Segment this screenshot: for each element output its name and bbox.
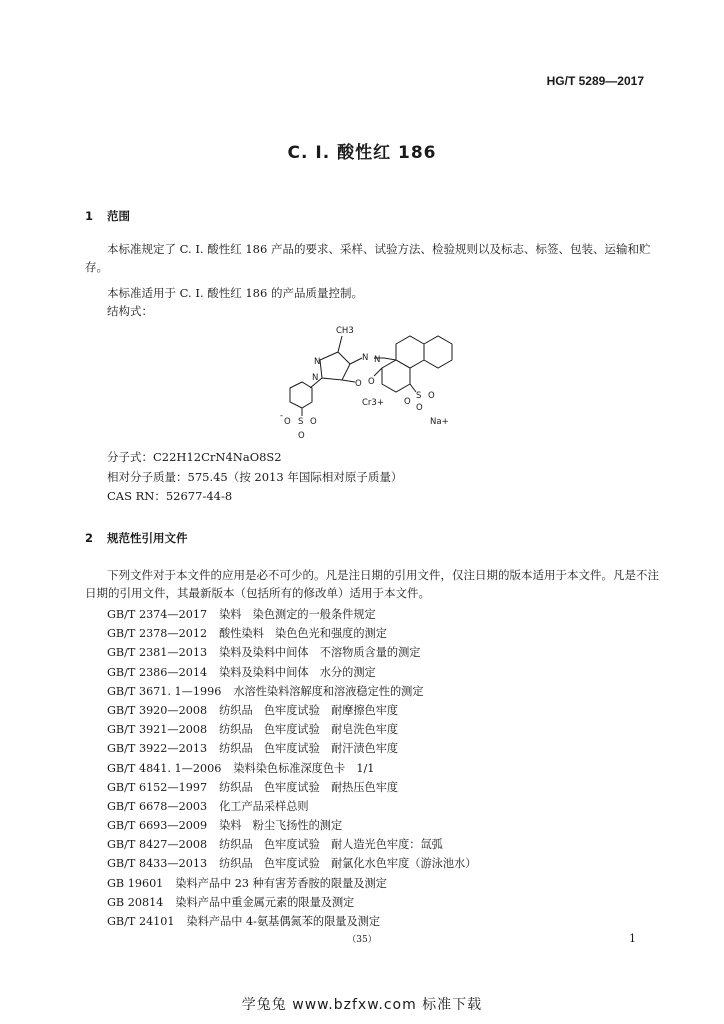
reference-item (107, 778, 476, 797)
cas-number: CAS RN：52677-44-8 (107, 489, 233, 503)
oxygen-right-2: O (416, 403, 423, 413)
reference-code: GB/T 2378—2012 (107, 627, 208, 641)
reference-code: GB/T 8427—2008 (107, 838, 208, 852)
reference-code: GB/T 2381—2013 (107, 646, 208, 660)
reference-code: GB 19601 (107, 876, 164, 890)
standard-code: HG/T 5289—2017 (546, 74, 644, 88)
methyl-label: CH3 (336, 326, 354, 336)
pyrazole-n2-label: N (312, 373, 319, 383)
footer-page-reference: （35） (347, 935, 377, 945)
reference-item (107, 912, 476, 931)
page-number: 1 (629, 932, 636, 945)
reference-code: GB/T 3671. 1—1996 (107, 684, 222, 698)
reference-title: 纺织品 色牢度试验 耐汗渍色牢度 (219, 742, 399, 756)
reference-title: 化工产品采样总则 (219, 799, 309, 813)
pyrazole-n-label: N (314, 357, 321, 367)
reference-item (107, 720, 476, 739)
sulfur-right-label: S (416, 391, 422, 401)
reference-title: 染料及染料中间体 水分的测定 (219, 665, 376, 679)
molecular-weight: 相对分子质量：575.45（按 2013 年国际相对原子质量） (107, 470, 403, 484)
reference-code: GB/T 2386—2014 (107, 665, 208, 679)
azo-n-label: N (362, 353, 369, 363)
reference-title: 染料染色标准深度色卡 1/1 (233, 761, 375, 775)
reference-code: GB 20814 (107, 895, 164, 909)
reference-title: 纺织品 色牢度试验 耐热压色牢度 (219, 780, 399, 794)
oxygen-left-3: O (284, 417, 291, 427)
reference-code: GB/T 6678—2003 (107, 799, 208, 813)
phenoxide-o-label: O (368, 377, 375, 387)
reference-code: GB/T 3920—2008 (107, 703, 208, 717)
section-2-intro (85, 566, 660, 602)
reference-item (107, 682, 476, 701)
reference-item (107, 605, 476, 624)
reference-title: 染料及染料中间体 不溶物质含量的测定 (219, 646, 421, 660)
reference-item (107, 739, 476, 758)
sodium-ion-label: Na+ (430, 417, 449, 427)
reference-item (107, 874, 476, 893)
ketone-o-label: O (355, 379, 362, 389)
reference-title: 纺织品 色牢度试验 耐皂洗色牢度 (219, 723, 399, 737)
reference-code: GB/T 2374—2017 (107, 608, 208, 621)
reference-item (107, 643, 476, 662)
section-1-para-2: 本标准适用于 C. I. 酸性红 186 的产品质量控制。 (107, 286, 363, 300)
reference-item (107, 759, 476, 778)
molecular-formula (107, 449, 282, 465)
formula-value: C22H12CrN4NaO8S2 (153, 450, 282, 464)
section-2-number: 2 (85, 531, 94, 545)
reference-code: GB/T 6152—1997 (107, 780, 208, 794)
section-2-heading (85, 530, 188, 546)
reference-title: 染料产品中重金属元素的限量及测定 (175, 895, 355, 909)
reference-title: 染料 粉尘飞扬性的测定 (219, 819, 343, 833)
reference-item (107, 854, 476, 873)
reference-item (107, 701, 476, 720)
reference-title: 染料 染色测定的一般条件规定 (219, 608, 376, 621)
oxygen-left-2: O (298, 431, 305, 441)
download-watermark: 学兔兔 www.bzfxw.com 标准下载 (241, 997, 483, 1013)
sulfur-left-label: S (298, 417, 304, 427)
reference-code: GB/T 4841. 1—2006 (107, 761, 222, 775)
reference-item (107, 663, 476, 682)
reference-title: 酸性染料 染色色光和强度的测定 (219, 627, 387, 641)
document-title: C. I. 酸性红 186 (287, 143, 437, 163)
structure-label: 结构式： (107, 304, 153, 318)
section-2-title: 规范性引用文件 (107, 531, 188, 545)
chromium-ion-label: Cr3+ (362, 398, 384, 408)
scope-paragraph: 本标准规定了 C. I. 酸性红 186 产品的要求、采样、试验方法、检验规则以及标志、标签、包装、运输和贮存。 (85, 242, 651, 274)
reference-title: 染料产品中 4-氨基偶氮苯的限量及测定 (186, 915, 381, 928)
oxygen-left-1: O (310, 417, 317, 427)
section-1-title: 范围 (107, 209, 130, 223)
reference-item (107, 624, 476, 643)
reference-item (107, 893, 476, 912)
reference-title: 染料产品中 23 种有害芳香胺的限量及测定 (175, 876, 387, 890)
reference-item (107, 835, 476, 854)
reference-title: 纺织品 色牢度试验 耐摩擦色牢度 (219, 703, 399, 717)
reference-code: GB/T 6693—2009 (107, 819, 208, 833)
reference-title: 水溶性染料溶解度和溶液稳定性的测定 (233, 684, 424, 698)
reference-item (107, 816, 476, 835)
chemical-structure (250, 320, 480, 445)
reference-title: 纺织品 色牢度试验 耐人造光色牢度：氙弧 (219, 838, 443, 852)
azo-n2-label: N (374, 355, 381, 365)
reference-item (107, 797, 476, 816)
oxygen-right-3: O (404, 397, 411, 407)
oxygen-right-1: O (428, 391, 435, 401)
reference-list (107, 605, 476, 931)
reference-code: GB/T 24101 (107, 915, 175, 928)
charge-minus-label: - (280, 411, 284, 421)
section-1-para-1 (85, 240, 660, 276)
normative-intro-paragraph: 下列文件对于本文件的应用是必不可少的。凡是注日期的引用文件，仅注日期的版本适用于本文件。凡是不注日期的引用文件，其最新版本（包括所有的修改单）适用于本文件。 (85, 568, 659, 600)
section-1-heading (85, 208, 130, 224)
reference-code: GB/T 3922—2013 (107, 742, 208, 756)
formula-label: 分子式： (107, 450, 153, 464)
reference-code: GB/T 3921—2008 (107, 723, 208, 737)
reference-title: 纺织品 色牢度试验 耐氯化水色牢度（游泳池水） (219, 857, 477, 871)
reference-code: GB/T 8433—2013 (107, 857, 208, 871)
section-1-number: 1 (85, 209, 94, 223)
